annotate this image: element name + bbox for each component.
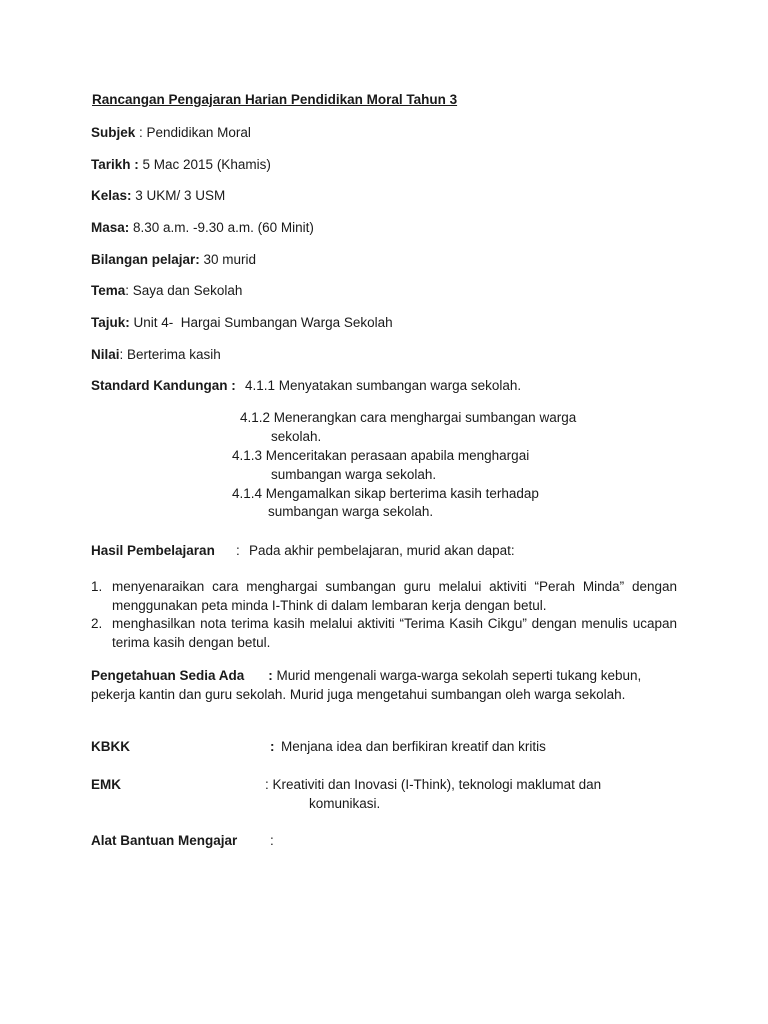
- emk-value-cont: komunikasi.: [309, 796, 381, 811]
- field-value: 5 Mac 2015 (Khamis): [138, 157, 271, 172]
- list-item-text: menghasilkan nota terima kasih melalui aktiviti “Terima Kasih Cikgu” dengan menulis ucapan terima kasih dengan betul.: [112, 616, 677, 650]
- field-kelas: [91, 187, 225, 205]
- field-label: Masa:: [91, 220, 130, 235]
- abm-separator: :: [270, 833, 274, 848]
- field-value: 8.30 a.m. -9.30 a.m. (60 Minit): [129, 220, 314, 235]
- list-item-number: 1.: [91, 579, 103, 594]
- field-value: : Berterima kasih: [119, 347, 221, 362]
- field-label: Tajuk:: [91, 315, 130, 330]
- field-label: Subjek: [91, 125, 136, 140]
- field-nilai: [91, 346, 221, 364]
- kbkk-label: KBKK: [91, 739, 130, 754]
- pengetahuan-sedia-ada: [91, 666, 671, 704]
- field-value: : Saya dan Sekolah: [125, 283, 243, 298]
- list-item-number: 2.: [91, 616, 103, 631]
- field-separator: :: [135, 125, 147, 140]
- standard-item-3: 4.1.3 Menceritakan perasaan apabila menghargai: [232, 448, 530, 463]
- hasil-intro: Pada akhir pembelajaran, murid akan dapat:: [249, 543, 515, 558]
- emk-value: : Kreativiti dan Inovasi (I-Think), teknologi maklumat dan: [265, 777, 602, 792]
- standard-item-1: 4.1.1 Menyatakan sumbangan warga sekolah.: [245, 378, 522, 393]
- field-subjek: [91, 124, 251, 142]
- field-tema: [91, 282, 242, 300]
- list-item: [91, 614, 677, 652]
- document-title: Rancangan Pengajaran Harian Pendidikan Moral Tahun 3: [92, 92, 458, 107]
- field-label: Bilangan pelajar:: [91, 252, 200, 267]
- emk-label: EMK: [91, 777, 121, 792]
- field-value: 3 UKM/ 3 USM: [131, 188, 226, 203]
- field-value: Unit 4- Hargai Sumbangan Warga Sekolah: [129, 315, 393, 330]
- list-item: [91, 577, 677, 615]
- standard-kandungan-label: Standard Kandungan :: [91, 378, 236, 393]
- field-label: Kelas:: [91, 188, 132, 203]
- field-tarikh: [91, 156, 271, 174]
- standard-item-2: 4.1.2 Menerangkan cara menghargai sumbangan warga: [240, 410, 577, 425]
- field-value: Pendidikan Moral: [146, 125, 251, 140]
- hasil-separator: :: [236, 543, 240, 558]
- pengetahuan-label: Pengetahuan Sedia Ada: [91, 668, 245, 683]
- standard-item-3-cont: sumbangan warga sekolah.: [271, 467, 437, 482]
- field-label: Tema: [91, 283, 126, 298]
- alat-bantuan-mengajar-label: Alat Bantuan Mengajar: [91, 833, 238, 848]
- standard-item-4: 4.1.4 Mengamalkan sikap berterima kasih terhadap: [232, 486, 539, 501]
- field-tajuk: [91, 314, 393, 332]
- field-value: 30 murid: [199, 252, 257, 267]
- pengetahuan-separator: :: [268, 668, 273, 683]
- field-bilangan-pelajar: [91, 251, 256, 269]
- field-label: Nilai: [91, 347, 120, 362]
- field-masa: [91, 219, 314, 237]
- field-label: Tarikh :: [91, 157, 139, 172]
- standard-kandungan-row: [91, 377, 236, 395]
- list-item-text: menyenaraikan cara menghargai sumbangan guru melalui aktiviti “Perah Minda” dengan menggunakan peta minda I-Think di dalam lembaran kerja dengan betul.: [112, 579, 677, 613]
- kbkk-value: Menjana idea dan berfikiran kreatif dan kritis: [281, 739, 546, 754]
- hasil-pembelajaran-label: Hasil Pembelajaran: [91, 543, 215, 558]
- pengetahuan-text: Murid mengenali warga-warga sekolah seperti tukang kebun, pekerja kantin dan guru sekolah. Murid juga mengetahui sumbangan oleh warga sekolah.: [91, 668, 646, 702]
- standard-item-2-cont: sekolah.: [271, 429, 322, 444]
- kbkk-separator: :: [270, 739, 275, 754]
- standard-item-4-cont: sumbangan warga sekolah.: [268, 504, 434, 519]
